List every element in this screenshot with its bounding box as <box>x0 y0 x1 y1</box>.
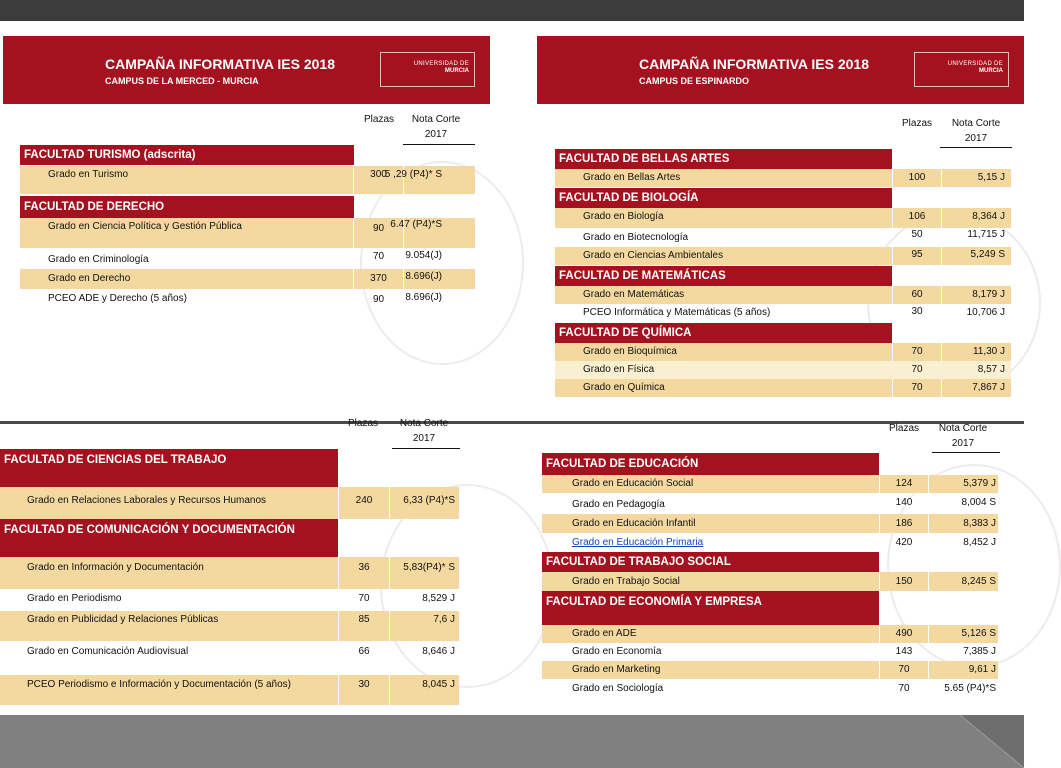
faculty-header: FACULTAD TURISMO (adscrita) <box>20 145 354 165</box>
table-row: Grado en Comunicación Audiovisual 66 8,646 J <box>27 646 455 657</box>
table-row: Grado en Información y Documentación 36 5,83(P4)* S <box>0 557 459 589</box>
col-header-nota: Nota Corte 2017 <box>951 118 1001 144</box>
table-row: Grado en Marketing 70 9,61 J <box>542 661 998 679</box>
university-logo: UNIVERSIDAD DE MURCIA <box>380 52 475 87</box>
table-row: Grado en Trabajo Social 150 8,245 S <box>542 572 998 591</box>
table-row: Grado en Relaciones Laborales y Recursos Humanos 240 6,33 (P4)*S <box>0 487 459 519</box>
table-row: Grado en Ciencias Ambientales 95 5,249 S <box>555 247 1011 265</box>
table-row: Grado en Matemáticas 60 8,179 J <box>555 286 1011 304</box>
table-row: Grado en Criminología 70 9.054(J) <box>48 250 442 265</box>
table-row: Grado en Biología 106 8,364 J <box>555 208 1011 228</box>
table-row: Grado en ADE 490 5,126 S <box>542 625 998 643</box>
table-row: Grado en Biotecnología 50 11,715 J <box>583 229 1005 243</box>
table-row: Grado en Pedagogía 140 8,004 S <box>572 497 996 510</box>
table-row: Grado en Física 70 8,57 J <box>555 361 1011 379</box>
slide-subtitle: CAMPUS DE ESPINARDO <box>639 76 750 86</box>
bottom-bar <box>0 715 1024 768</box>
table-row: PCEO Periodismo e Información y Documentación (5 años) 30 8,045 J <box>0 675 459 705</box>
slide-title: CAMPAÑA INFORMATIVA IES 2018 <box>105 56 335 72</box>
slide-title: CAMPAÑA INFORMATIVA IES 2018 <box>639 56 869 72</box>
faculty-header: FACULTAD DE COMUNICACIÓN Y DOCUMENTACIÓN <box>0 519 338 557</box>
table-row: Grado en Periodismo 70 8,529 J <box>27 593 455 604</box>
slide-header <box>537 36 1024 104</box>
university-logo: UNIVERSIDAD DE MURCIA <box>914 52 1009 87</box>
faculty-header: FACULTAD DE CIENCIAS DEL TRABAJO <box>0 449 338 487</box>
slide-subtitle: CAMPUS DE LA MERCED - MURCIA <box>105 76 259 86</box>
col-header-plazas: Plazas <box>363 114 394 125</box>
header-line <box>932 452 1000 453</box>
slide-campus-espinardo <box>512 21 1024 421</box>
link-educacion-primaria[interactable]: Grado en Educación Primaria <box>572 537 704 548</box>
col-header-plazas: Plazas <box>901 118 932 129</box>
table-row: Grado en Publicidad y Relaciones Públicas 85 7,6 J <box>0 611 459 641</box>
faculty-header: FACULTAD DE QUÍMICA <box>555 323 892 343</box>
col-header-plazas: Plazas <box>347 418 378 429</box>
slide-campus-merced <box>0 21 512 421</box>
table-row: Grado en Química 70 7,867 J <box>555 379 1011 397</box>
top-bar <box>0 0 1024 21</box>
faculty-header: FACULTAD DE MATEMÁTICAS <box>555 266 892 286</box>
col-header-plazas: Plazas <box>888 423 919 434</box>
col-header-nota: Nota Corte 2017 <box>399 418 449 444</box>
faculty-header: FACULTAD DE EDUCACIÓN <box>542 453 879 475</box>
table-row: Grado en Educación Infantil 186 8,383 J <box>542 514 998 533</box>
table-row: Grado en Economía 143 7,385 J <box>572 646 996 657</box>
table-row: PCEO Informática y Matemáticas (5 años) 30 10,706 J <box>583 306 1005 318</box>
col-header-nota: Nota Corte 2017 <box>411 114 461 140</box>
table-row: Grado en Sociología 70 5.65 (P4)*S <box>572 683 996 694</box>
faculty-header: FACULTAD DE ECONOMÍA Y EMPRESA <box>542 591 879 625</box>
table-row: Grado en Ciencia Política y Gestión Pública 90 6.47 (P4)*S <box>20 218 475 248</box>
header-line <box>403 144 475 145</box>
faculty-header: FACULTAD DE BIOLOGÍA <box>555 188 892 208</box>
table-row: Grado en Turismo 300 5 ,29 (P4)* S <box>20 166 475 194</box>
table-row: Grado en Derecho 370 8.696(J) <box>20 269 475 289</box>
table-row: Grado en Bellas Artes 100 5,15 J <box>555 169 1011 187</box>
faculty-header: FACULTAD DE DERECHO <box>20 196 354 218</box>
faculty-header: FACULTAD DE TRABAJO SOCIAL <box>542 552 879 572</box>
table-row: Grado en Educación Social 124 5,379 J <box>542 475 998 493</box>
corner-triangle-icon <box>0 715 1024 768</box>
col-header-nota: Nota Corte 2017 <box>938 423 988 449</box>
slide-header <box>3 36 490 104</box>
faculty-header: FACULTAD DE BELLAS ARTES <box>555 149 892 169</box>
slide-ciencias-trabajo-comunicacion <box>0 418 512 715</box>
slide-educacion-trabajo-social-economia <box>512 424 1024 715</box>
header-line <box>940 147 1012 148</box>
header-line <box>392 448 460 449</box>
table-row: Grado en Bioquímica 70 11,30 J <box>555 343 1011 361</box>
table-row: Grado en Educación Primaria 420 8,452 J <box>572 537 996 548</box>
table-row: PCEO ADE y Derecho (5 años) 90 8.696(J) <box>48 292 442 305</box>
